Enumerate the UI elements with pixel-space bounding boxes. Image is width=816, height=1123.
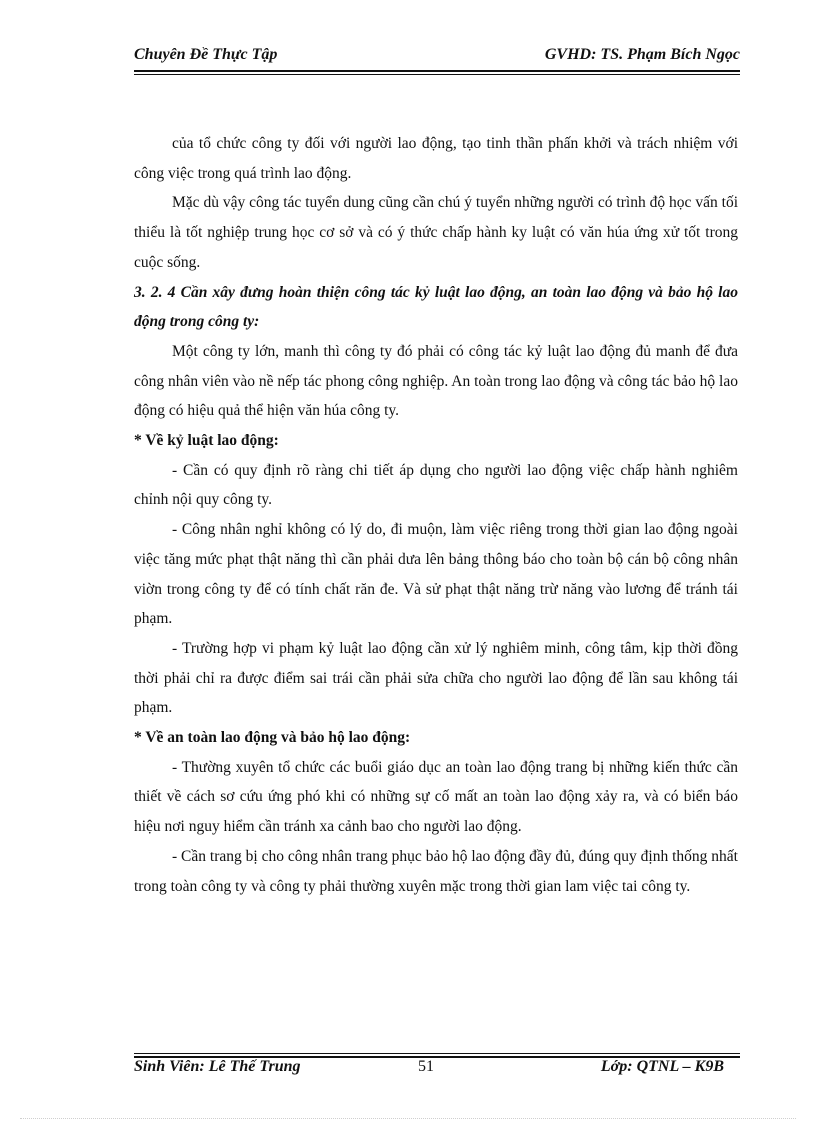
paragraph-6: - Trường hợp vi phạm kỷ luật lao động cần xử lý nghiêm minh, công tâm, kịp thời đồng thời phải chỉ ra được điểm sai trái cần phải sửa chữa cho người lao động để lần sau không tái phạm.	[134, 639, 738, 717]
page-header	[134, 46, 740, 72]
footer-class: Lớp: QTNL – K9B	[600, 1058, 724, 1075]
header-rule	[134, 70, 740, 72]
paragraph-7: - Thường xuyên tổ chức các buổi giáo dục an toàn lao động trang bị những kiến thức cần thiết về cách sơ cứu ứng phó khi có những sự cố mất an toàn lao động xảy ra, và có biển báo hiệu nơi nguy hiểm cần tránh xa cảnh bao cho người lao động.	[134, 758, 738, 836]
footer-rule-thin	[134, 1053, 740, 1054]
paragraph-8: - Cần trang bị cho công nhân trang phục bảo hộ lao động đầy đủ, đúng quy định thống nhất trong toàn công ty và công ty phải thường xuyên mặc trong thời gian lam việc tai công ty.	[134, 847, 738, 895]
paragraph-5: - Công nhân nghỉ không có lý do, đi muộn, làm việc riêng trong thời gian lao động ngoài việc tăng mức phạt thật năng thì cần phải dưa lên bảng thông báo cho toàn bộ cán bộ công nhân viờn trong công ty để có tính chất răn đe. Và sử phạt thật năng trừ năng vào lương để tránh tái phạm.	[134, 521, 738, 628]
footer-student: Sinh Viên: Lê Thế Trung	[134, 1058, 301, 1075]
paragraph-2: Mặc dù vậy công tác tuyển dung cũng cần chú ý tuyển những người có trình độ học vấn tối thiểu là tốt nghiệp trung học cơ sở và có ý thức chấp hành ky luật có văn húa ứng xử tốt trong cuộc sống.	[134, 194, 738, 271]
page-edge-dots	[20, 1118, 796, 1119]
page-footer	[134, 1058, 740, 1082]
paragraph-1: của tổ chức công ty đối với người lao động, tạo tinh thần phấn khởi và trách nhiệm với công việc trong quá trình lao động.	[134, 135, 738, 182]
header-supervisor: GVHD: TS. Phạm Bích Ngọc	[544, 46, 740, 63]
paragraph-4: - Cần có quy định rõ ràng chi tiết áp dụng cho người lao động việc chấp hành nghiêm chỉnh nội quy công ty.	[134, 461, 738, 509]
header-rule-thin	[134, 74, 740, 75]
subheading-discipline: * Về kỷ luật lao động:	[134, 432, 279, 450]
paragraph-3: Một công ty lớn, manh thì công ty đó phải có công tác kỷ luật lao động đủ manh để đưa công nhân viên vào nề nếp tác phong công nghiệp. An toàn trong lao động và công tác bảo hộ lao động có hiệu quả thể hiện văn húa công ty.	[134, 342, 738, 420]
header-title: Chuyên Đề Thực Tập	[134, 46, 278, 63]
subheading-safety: * Về an toàn lao động và bảo hộ lao động:	[134, 729, 411, 747]
page-number: 51	[418, 1058, 434, 1075]
page-body	[134, 129, 738, 901]
section-heading: 3. 2. 4 Cần xây đưng hoàn thiện công tác kỷ luật lao động, an toàn lao động và bảo hộ lao động trong công ty:	[134, 283, 738, 331]
